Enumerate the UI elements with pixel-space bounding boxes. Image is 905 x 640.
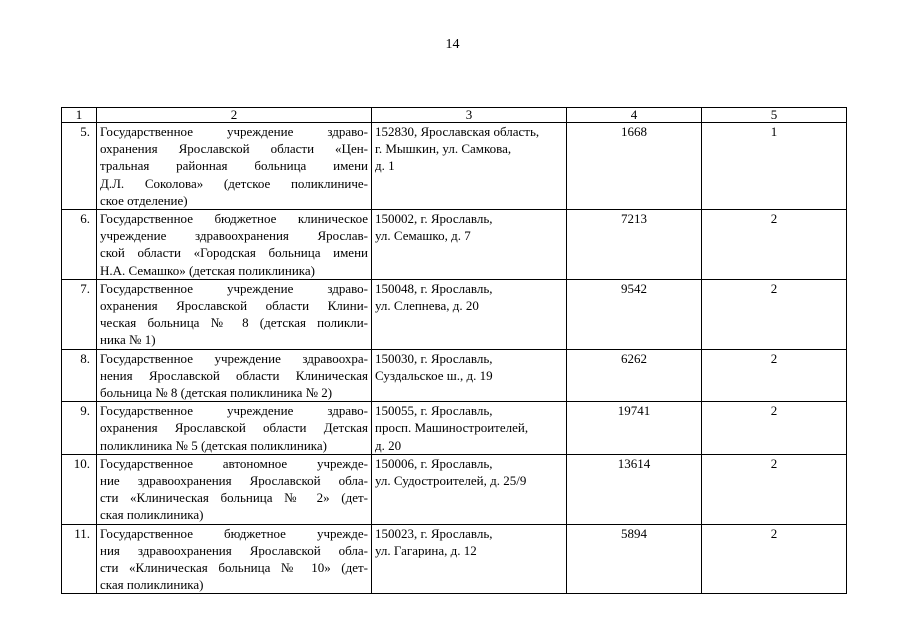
category-value: 2 [702,349,847,402]
address-line: ул. Гагарина, д. 12 [375,542,477,558]
table-row [62,279,847,349]
institution-name [97,279,372,349]
population-value: 6262 [567,349,702,402]
row-number: 10. [62,454,97,524]
institution-name-line: Государственное учреждение здраво- [100,280,368,296]
institution-name-line: сти «Клиническая больница № 10» (дет- [100,560,368,576]
address-line: Суздальское ш., д. 19 [375,367,493,383]
institution-address [372,349,567,402]
institution-name-line: Государственное учреждение здраво- [100,403,368,419]
institution-name-line: Государственное автономное учрежде- [100,455,368,471]
address-line: 150055, г. Ярославль, [375,403,493,419]
address-line: 150030, г. Ярославль, [375,350,493,366]
institution-name-line: Государственное учреждение здраво- [100,124,368,139]
institution-name-line: ская поликлиника) [100,577,204,593]
institution-name [97,349,372,402]
column-header: 2 [97,108,372,123]
institution-name-line: больница № 8 (детская поликлиника № 2) [100,385,333,401]
address-line: д. 1 [375,158,395,174]
category-value: 2 [702,210,847,280]
institution-name-line: ческая больница № 8 (детская поликли- [100,315,368,331]
institution-address [372,279,567,349]
table-row [62,524,847,594]
row-number: 7. [62,279,97,349]
institution-name-line: Государственное бюджетное учрежде- [100,525,368,541]
table-row [62,402,847,455]
institution-address [372,402,567,455]
population-value: 13614 [567,454,702,524]
row-number: 5. [62,123,97,210]
institution-name-line: ние здравоохранения Ярославской обла- [100,473,368,489]
population-value: 9542 [567,279,702,349]
institution-name-line: ника № 1) [100,332,156,348]
institution-address [372,454,567,524]
facilities-table [61,107,847,594]
address-line: 150023, г. Ярославль, [375,525,493,541]
row-number: 8. [62,349,97,402]
table-row [62,349,847,402]
category-value: 2 [702,454,847,524]
institution-name [97,210,372,280]
institution-name-line: Государственное бюджетное клиническое [100,211,368,227]
address-line: 152830, Ярославская область, [375,124,540,139]
institution-name [97,123,372,210]
address-line: 150048, г. Ярославль, [375,280,493,296]
institution-name-line: охранения Ярославской области Детская [100,420,368,436]
institution-name-line: нения Ярославской области Клиническая [100,367,368,383]
institution-address [372,210,567,280]
address-line: ул. Семашко, д. 7 [375,228,471,244]
institution-name-line: Государственное учреждение здравоохра- [100,350,368,366]
address-line: ул. Слепнева, д. 20 [375,298,479,314]
row-number: 11. [62,524,97,594]
row-number: 9. [62,402,97,455]
column-header: 3 [372,108,567,123]
institution-name-line: сти «Клиническая больница № 2» (дет- [100,490,368,506]
institution-name-line: учреждение здравоохранения Ярослав- [100,228,368,244]
institution-name-line: охранения Ярославской области «Цен- [100,141,368,157]
column-header: 4 [567,108,702,123]
institution-address [372,123,567,210]
institution-name-line: ское отделение) [100,192,188,208]
population-value: 5894 [567,524,702,594]
category-value: 2 [702,279,847,349]
institution-name-line: ская поликлиника) [100,507,204,523]
address-line: 150002, г. Ярославль, [375,211,493,227]
column-header: 1 [62,108,97,123]
page-number: 14 [445,37,460,52]
address-line: ул. Судостроителей, д. 25/9 [375,473,527,489]
institution-name-line: ния здравоохранения Ярославской обла- [100,542,368,558]
institution-name [97,402,372,455]
institution-name [97,524,372,594]
population-value: 1668 [567,123,702,210]
institution-name-line: охранения Ярославской области Клини- [100,298,368,314]
institution-name-line: ской области «Городская больница имени [100,245,368,261]
table-row [62,454,847,524]
address-line: г. Мышкин, ул. Самкова, [375,141,512,157]
address-line: д. 20 [375,437,402,453]
category-value: 2 [702,402,847,455]
table-row [62,210,847,280]
institution-name-line: Д.Л. Соколова» (детское поликлиниче- [100,175,368,191]
column-header: 5 [702,108,847,123]
institution-address [372,524,567,594]
institution-name [97,454,372,524]
population-value: 19741 [567,402,702,455]
address-line: просп. Машиностроителей, [375,420,529,436]
institution-name-line: Н.А. Семашко» (детская поликлиника) [100,262,316,278]
category-value: 1 [702,123,847,210]
category-value: 2 [702,524,847,594]
table-header-row [62,108,847,123]
address-line: 150006, г. Ярославль, [375,455,493,471]
population-value: 7213 [567,210,702,280]
row-number: 6. [62,210,97,280]
table-row [62,123,847,210]
institution-name-line: тральная районная больница имени [100,158,368,174]
institution-name-line: поликлиника № 5 (детская поликлиника) [100,437,328,453]
